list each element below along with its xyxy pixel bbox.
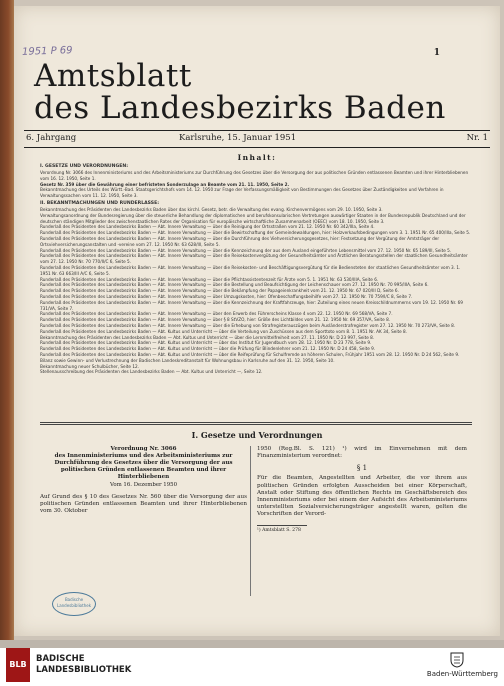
toc-entry: Runderlaß des Präsidenten des Landesbezirks Baden — Abt. Innere Verwaltung — über die Kennzeichnung der Kraftfahrzeuge, hier: Zuteilung eines neuen Kreisschildnummerns vom 19. 12. 1950 Nr. 69 731/VA, Seite 7. (40, 299, 463, 311)
toc-entry: Runderlaß des Präsidenten des Landesbezirks Baden — Abt. Innere Verwaltung — über die Reisekostenvergütung der Gesundheitsämter und Ärztlichen Beratungsstellen der staatlichen Gesundheitsämter vom 27. 12. 1950 Nr. 70 770/II/C 6, Seite 5. (40, 253, 468, 265)
toc-entry: Stellenausschreibung des Präsidenten des Landesbezirks Baden — Abt. Kultus und Unterricht —, Seite 12. (40, 369, 263, 375)
book-spine (0, 0, 14, 640)
library-name[interactable] (36, 654, 131, 676)
table-of-contents (40, 162, 472, 375)
toc-entry: Bekanntmachung des Urteils des Württ.-Bad. Staatsgerichtshofs vom 14. 12. 1950 zur Frage der Verfassungsmäßigkeit von Bestimmungen des Gesetzes über Zuständigkeiten und Verfahren in Verwaltungssachen vom 11. 12. 1950, Seite 3. (40, 187, 444, 199)
ordinance-title: Verordnung Nr. 3066 (110, 446, 177, 452)
paragraph-marker: § 1 (356, 464, 368, 473)
document-page (14, 6, 500, 636)
state-label[interactable]: Baden-Württemberg (426, 670, 498, 678)
toc-entry: Runderlaß des Präsidenten des Landesbezirks Baden — Abt. Innere Verwaltung — über die Durchführung des Viehversicherungsgesetzes, hier: Festsetzung der Vergütung der Amtsträger der Ortsviehversicherungsanstalten und -vereine vom 27. 12. 1950 Nr. 63 628/III, Seite 5. (40, 235, 440, 247)
ordinance-date: Vom 16. Dezember 1950 (109, 482, 178, 488)
right-column (257, 446, 467, 533)
left-column (40, 446, 247, 515)
toc-section-heading: I. GESETZE UND VERORDNUNGEN: (40, 164, 129, 169)
toc-entry: Bilanz sowie Gewinn- und Verlustrechnung der Badischen Landeskreditanstalt für Wohnungsbau in Karlsruhe auf den 31. 12. 1950, Seite 10. (40, 357, 335, 363)
toc-entry: Runderlaß des Präsidenten des Landesbezirks Baden — Abt. Kultus und Unterricht — über die Reifeprüfung für Schulfremde an höheren Schulen, Frühjahr 1951 vom 28. 12. 1950 Nr. D 24 562, Seite 9. (40, 351, 460, 357)
toc-entry: Runderlaß des Präsidenten des Landesbezirks Baden — Abt. Innere Verwaltung — über den Erwerb des Führerscheins Klasse 4 vom 22. 12. 1950 Nr. 69 568/VA, Seite 7. (40, 311, 393, 317)
masthead-title-line2: des Landesbezirks Baden (34, 90, 446, 126)
toc-entry: Runderlaß des Präsidenten des Landesbezirks Baden — Abt. Kultus und Unterricht — über das Institut für Jugendbuch vom 28. 12. 1950 Nr. D 23 778, Seite 9. (40, 340, 372, 346)
library-name-line2: LANDESBIBLIOTHEK (36, 665, 132, 675)
toc-entry: Runderlaß des Präsidenten des Landesbezirks Baden — Abt. Innere Verwaltung — über die Pflichtassistentenzeit für Ärzte vom 5. 1. 1951 Nr. 63 530/IIIA, Seite 6. (40, 276, 379, 282)
ordinance-body-text: Auf Grund des § 10 des Gesetzes Nr. 560 über die Versorgung der aus politischen Gründen entlassenen Beamten und ihrer Hinterbliebenen vom 30. Oktober (40, 493, 247, 514)
footnote: ¹) Amtsblatt S. 278 (257, 525, 307, 533)
library-name-line1: BADISCHE (36, 654, 85, 664)
toc-entry: Bekanntmachung des Präsidenten des Landesbezirks Baden über das kirchl. Gesetz, betr. die Verwaltung des evang. Kirchenvermögens vom 29. 10. 1950, Seite 3. (40, 206, 383, 212)
toc-entry: Runderlaß des Präsidenten des Landesbezirks Baden — Abt. Innere Verwaltung — über die Reinigung der Ortsstraßen vom 21. 12. 1950 Nr. 60 342/IIIa, Seite 4. (40, 224, 375, 230)
toc-entry: Runderlaß des Präsidenten des Landesbezirks Baden — Abt. Innere Verwaltung — über die Kennzeichnung der aus dem Ausland eingeführten Lebensmittel vom 27. 12. 1950 Nr. 65 189/III, Seite 5. (40, 247, 452, 253)
toc-entry: Runderlaß des Präsidenten des Landesbezirks Baden — Abt. Innere Verwaltung — über Umzugskosten, hier: Ofenbeschaffungsbeihilfe vom 27. 12. 1950 Nr. 70 759/I/C 8, Seite 7. (40, 293, 413, 299)
paragraph-1-text: Für die Beamten, Angestellten und Arbeiter, die vor ihrem aus politischen Gründen erfolgten Ausscheiden bei einer Körperschaft, Anstalt oder Stiftung des öffentlichen Rechts im Geschäftsbereich des Innenministeriums oder bei einem der Aufsicht des Arbeitsministeriums unterstellten Sozialversicherungsträger angestellt waren, gelten die Vorschriften der Verord- (257, 475, 467, 518)
toc-entry: Runderlaß des Präsidenten des Landesbezirks Baden — Abt. Innere Verwaltung — über § 8 StVZO, hier: Größe des Lichtbildes vom 21. 12. 1950 Nr. 69 357/VA, Seite 8. (40, 317, 391, 323)
library-stamp: Badische Landesbibliothek (52, 592, 96, 616)
volume-label: 6. Jahrgang (26, 133, 77, 143)
issue-number: Nr. 1 (466, 133, 488, 143)
toc-entry: Runderlaß des Präsidenten des Landesbezirks Baden — Abt. Innere Verwaltung — über die Bewirtschaftung der Gemeindewaldungen, hier: Holzverkaufsbedingungen vom 3. 1. 1951 Nr. 65 400/IIIa, Seite 5. (40, 230, 471, 236)
toc-entry: Runderlaß des Präsidenten des Landesbezirks Baden — Abt. Kultus und Unterricht — über die Verteilung von Zuschüssen aus dem Sporttoto vom 8. 1. 1951 Nr. AK 34, Seite 8. (40, 328, 408, 334)
issue-meta-line (24, 130, 490, 148)
toc-entry: Runderlaß des Präsidenten des Landesbezirks Baden — Abt. Innere Verwaltung — über die Bekämpfung der Papageienkrankheit vom 21. 12. 1950 Nr. 67 020/III D, Seite 6. (40, 288, 399, 294)
section-heading: I. Gesetze und Verordnungen (191, 430, 323, 440)
issue-date: Karlsruhe, 15. Januar 1951 (179, 133, 297, 143)
handwritten-note: 1951 P 69 (21, 45, 73, 58)
toc-entry: Bekanntmachung neuer Schulbücher, Seite 12. (40, 363, 139, 369)
toc-section-heading: II. BEKANNTMACHUNGEN UND RUNDERLASSE: (40, 200, 160, 206)
viewer-footer (0, 648, 504, 686)
toc-entry: Bekanntmachung des Präsidenten des Landesbezirks Baden — Abt. Kultus und Unterricht — über die Lernmittelfreiheit vom 27. 11. 1950 Nr. D 23 997, Seite 8. (40, 334, 375, 340)
page-number: 1 (433, 48, 440, 58)
coat-of-arms-icon (450, 652, 464, 668)
column-divider (250, 446, 251, 596)
contents-heading: Inhalt: (237, 153, 277, 162)
toc-entry: Gesetz Nr. 359 über die Gewährung einer befristeten Sonderzulage an Beamte vom 21. 11. 1950, Seite 2. (40, 181, 290, 187)
ordinance-description: des Innenministeriums und des Arbeitsministeriums zur Durchführung des Gesetzes über die Versorgung der aus politischen Gründen entlassenen Beamten und ihrer Hinterbliebenen (54, 453, 233, 480)
ordinance-body-continued: 1950 (Reg.Bl. S. 121) ¹) wird im Einvernehmen mit dem Finanzministerium verordnet: (257, 446, 467, 460)
toc-entry: Runderlaß des Präsidenten des Landesbezirks Baden — Abt. Innere Verwaltung — über die Reisekosten- und Beschäftigungsvergütung für die Bediensteten der staatlichen Gesundheitsämter vom 3. 1. 1951 Nr. 63 663/III A/C 6, Seite 5. (40, 264, 461, 276)
toc-entry: Runderlaß des Präsidenten des Landesbezirks Baden — Abt. Kultus und Unterricht — über die Prüfung für Blindenlehrer vom 21. 12. 1950 Nr. D 24 458, Seite 9. (40, 346, 376, 352)
toc-entry: Verordnung Nr. 3066 des Innenministeriums und des Arbeitsministeriums zur Durchführung des Gesetzes über die Versorgung der aus politischen Gründen entlassenen Beamten und ihrer Hinterbliebenen vom 16. 12. 1950, Seite 1. (40, 170, 469, 181)
toc-entry: Runderlaß des Präsidenten des Landesbezirks Baden — Abt. Innere Verwaltung — über die Bestellung und Beaufsichtigung der Leichenschauer vom 27. 12. 1950 Nr. 70 995/IIIA, Seite 6. (40, 282, 429, 288)
masthead-title-line1: Amtsblatt (34, 58, 192, 94)
toc-entry: Runderlaß des Präsidenten des Landesbezirks Baden — Abt. Innere Verwaltung — über die Erhebung von Strafregisterauszügen beim Ausländerstrafregister vom 27. 12. 1950 Nr. 70 273/VA, Seite 8. (40, 322, 456, 328)
divider-line (40, 424, 472, 425)
toc-entry: Verwaltungsanordnung der Bundesregierung über die steuerliche Behandlung der diplomatischen und berufskonsularischen Vertretungen auswärtiger Staaten in der Bundesrepublik Deutschland und der deutschen ständigen Mitglieder des zwischenstaatlichen Rates der Organisation für europäische wirtschaftliche Zusammenarbeit (OEEC) vom 18. 10. 1950, Seite 3. (40, 212, 466, 224)
divider-line (40, 422, 472, 423)
blb-logo[interactable]: BLB (6, 648, 30, 682)
